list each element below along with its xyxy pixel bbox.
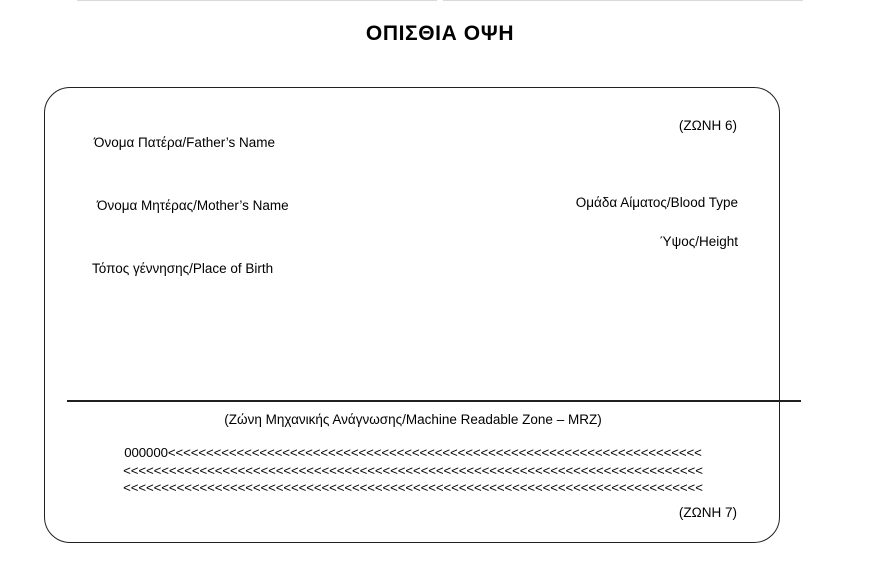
field-blood-type: Ομάδα Αίματος/Blood Type [575,195,738,210]
field-height: Ύψος/Height [660,234,738,249]
mrz-line-1: 000000<<<<<<<<<<<<<<<<<<<<<<<<<<<<<<<<<<<<<<<<<<<<<<<<<<<<<<<<<<<<<<<<<<<<<< [124,445,702,460]
field-place-of-birth: Τόπος γέννησης/Place of Birth [92,261,274,276]
mrz-title: (Ζώνη Μηχανικής Ανάγνωσης/Machine Readable Zone – MRZ) [224,412,602,427]
field-mother-name: Όνομα Μητέρας/Mother’s Name [97,198,289,213]
page-top-rule-right [443,0,803,1]
zone-6-label: (ΖΩΝΗ 6) [678,118,737,133]
mrz-lines [45,444,781,497]
zone-7-label: (ΖΩΝΗ 7) [678,505,737,520]
mrz-divider [67,400,801,402]
id-card-back-illustration [44,87,780,543]
mrz-line-3: <<<<<<<<<<<<<<<<<<<<<<<<<<<<<<<<<<<<<<<<<<<<<<<<<<<<<<<<<<<<<<<<<<<<<<<<<<<< [123,480,703,495]
field-father-name: Όνομα Πατέρα/Father’s Name [94,135,275,150]
page-top-rule-left [77,0,437,1]
mrz-line-2: <<<<<<<<<<<<<<<<<<<<<<<<<<<<<<<<<<<<<<<<<<<<<<<<<<<<<<<<<<<<<<<<<<<<<<<<<<<< [123,462,703,478]
page-title: ΟΠΙΣΘΙΑ ΟΨΗ [365,22,515,45]
